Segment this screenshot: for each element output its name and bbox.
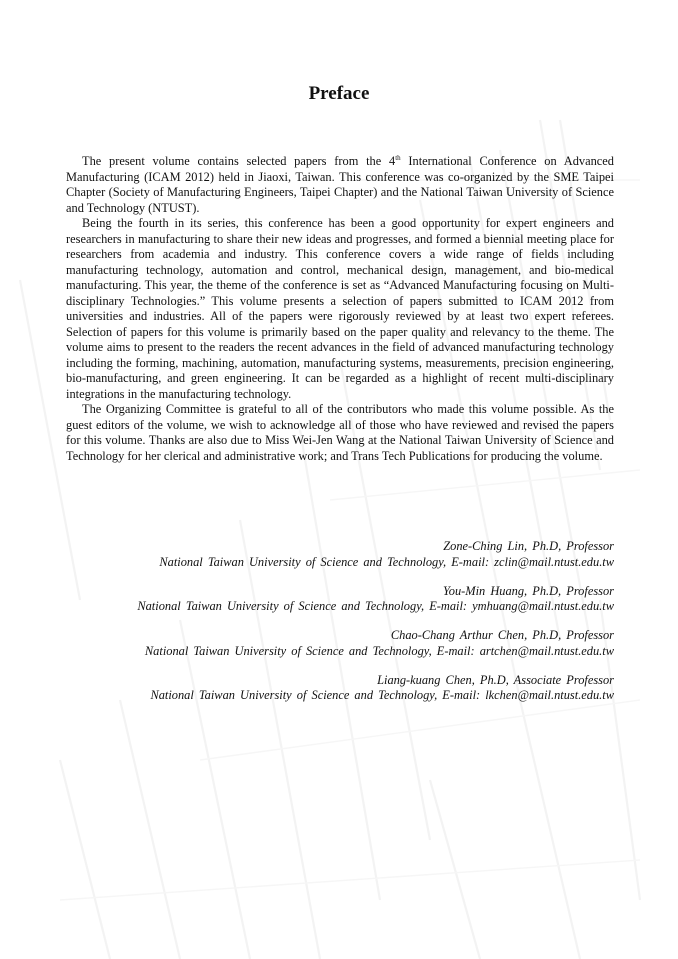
editor-signatures [66,539,614,717]
preface-body [66,154,614,464]
ordinal-superscript: th [395,153,401,162]
paragraph-intro [66,154,614,216]
editor-name: Zone-Ching Lin, Ph.D, Professor [443,539,614,553]
editor-affiliation: National Taiwan University of Science and Technology, E-mail: ymhuang@mail.ntust.edu.tw [137,599,614,613]
signature-block [66,539,614,570]
editor-affiliation: National Taiwan University of Science and Technology, E-mail: lkchen@mail.ntust.edu.tw [150,688,614,702]
editor-affiliation: National Taiwan University of Science and Technology, E-mail: zclin@mail.ntust.edu.tw [159,554,614,569]
signature-block [66,673,614,704]
paragraph-intro-text-a: The present volume contains selected papers from the 4 [82,154,396,168]
signature-block [66,584,614,615]
editor-affiliation: National Taiwan University of Science and Technology, E-mail: artchen@mail.ntust.edu.tw [144,643,614,658]
signature-block [66,628,614,659]
paragraph-intro-text-b: International Conference on Advanced Manufacturing (ICAM 2012) held in Jiaoxi, Taiwan. This conference was co-organized by the SME Taipei Chapter (Society of Manufacturing Engineers, Taipei Chapter) and the National Taiwan University of Science and Technology (NTUST). [66,154,614,215]
editor-name: Chao-Chang Arthur Chen, Ph.D, Professor [390,628,614,642]
paragraph-acknowledgements: The Organizing Committee is grateful to all of the contributors who made this volume possible. As the guest editors of the volume, we wish to acknowledge all of those who have reviewed and revised the papers for this volume. Thanks are also due to Miss Wei-Jen Wang at the National Taiwan University of Science and Technology for her clerical and administrative work; and Trans Tech Publications for producing the volume. [66,402,614,463]
page-title: Preface [308,83,370,104]
editor-name: Liang-kuang Chen, Ph.D, Associate Professor [377,672,614,687]
editor-name: You-Min Huang, Ph.D, Professor [443,583,614,598]
paragraph-series: Being the fourth in its series, this conference has been a good opportunity for expert engineers and researchers in manufacturing to share their new ideas and progresses, and formed a biennial meeting place for researchers from academia and industry. This conference covers a wide range of fields including manufacturing technology, automation and control, mechanical design, management, and bio-medical manufacturing. This year, the theme of the conference is set as “Advanced Manufacturing focusing on Multi-disciplinary Technologies.” This volume presents a selection of papers submitted to ICAM 2012 from universities and industries. All of the papers were rigorously reviewed by at least two expert referees. Selection of papers for this volume is primarily based on the paper quality and relevancy to the theme. The volume aims to present to the readers the recent advances in the field of advanced manufacturing technology including the forming, machining, automation, manufacturing systems, measurements, precision engineering, bio-manufacturing, and green engineering. It can be regarded as a highlight of recent multi-disciplinary integrations in the manufacturing technology. [66,216,614,401]
